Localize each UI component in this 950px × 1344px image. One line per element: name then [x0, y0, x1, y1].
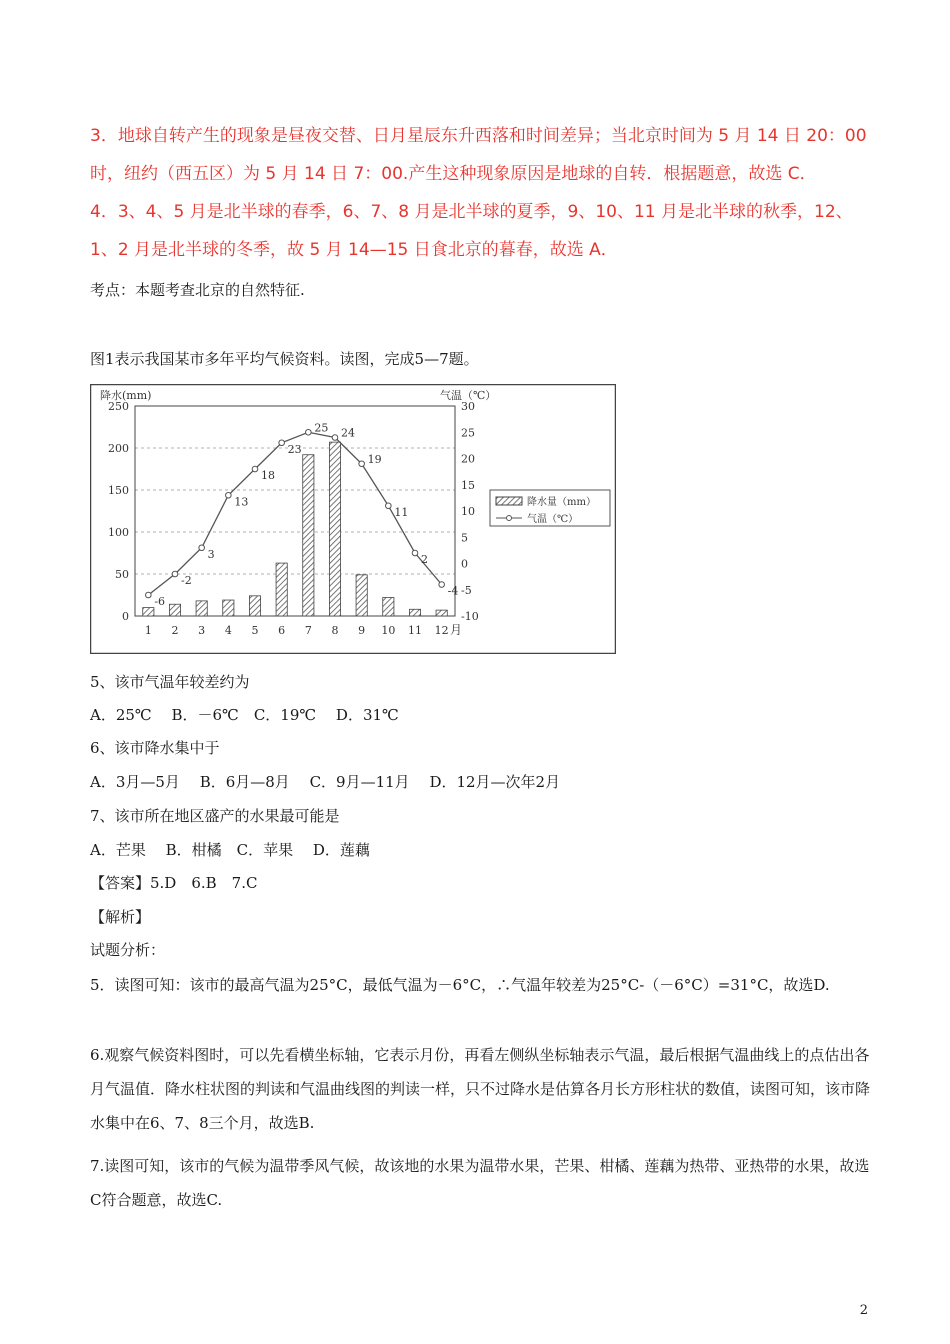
left-tick-label: 150: [108, 484, 129, 497]
explanation-5: 5．读图可知：该市的最高气温为25°C，最低气温为－6°C，∴气温年较差为25°C-（－6°C）=31°C，故选D.: [90, 976, 830, 994]
temp-data-label: 11: [394, 505, 409, 519]
precip-bar-9: [356, 575, 367, 616]
precip-bar-2: [169, 604, 180, 616]
right-tick-label: 20: [461, 452, 475, 466]
x-tick-label: 4: [224, 624, 232, 637]
left-tick-label: 0: [122, 610, 129, 623]
question-5: 5、该市气温年较差约为: [90, 673, 250, 691]
climate-chart-svg: [90, 384, 616, 654]
x-tick-label: 9: [358, 624, 366, 637]
x-tick-label: 7: [304, 624, 312, 637]
right-tick-label: 10: [461, 505, 475, 518]
right-tick-label: 5: [461, 531, 468, 545]
right-tick-label: 30: [461, 400, 475, 413]
x-tick-label: 3: [198, 624, 206, 637]
x-tick-label: 2: [171, 624, 179, 637]
explanation-6: 6.观察气候资料图时，可以先看横坐标轴，它表示月份，再看左侧纵坐标轴表示气温，最后根据气温曲线上的点估出各月气温值．降水柱状图的判读和气温曲线图的判读一样，只不过降水是估算各月长方形柱状的数值，读图可知，该市降水集中在6、7、8三个月，故选B.: [90, 1046, 871, 1132]
question-6: 6、该市降水集中于: [90, 739, 220, 757]
x-tick-label: 8: [331, 624, 339, 637]
legend-bar-swatch: [496, 497, 522, 505]
x-tick-label: 1: [144, 624, 152, 637]
temp-point-6: [279, 440, 285, 446]
temp-point-2: [172, 571, 178, 577]
precip-bar-6: [276, 563, 287, 616]
explanation-7: 7.读图可知，该市的气候为温带季风气候，故该地的水果为温带水果，芒果、柑橘、莲藕为热带、亚热带的水果，故选C符合题意，故选C.: [90, 1157, 870, 1209]
legend-temp-label: 气温（℃）: [527, 514, 579, 525]
temp-data-label: 18: [261, 469, 275, 482]
jiexi-label: 【解析】: [90, 908, 151, 926]
x-tick-label: 5: [251, 624, 259, 637]
x-axis-unit-label: 月: [450, 623, 463, 637]
temp-point-3: [199, 545, 205, 551]
temp-data-label: 13: [234, 495, 249, 509]
precip-bar-5: [249, 596, 260, 616]
temp-data-label: 3: [207, 547, 215, 561]
right-tick-label: -10: [461, 610, 479, 623]
temp-point-9: [359, 461, 365, 467]
analysis-label: 试题分析：: [90, 941, 166, 959]
answer-explanation-q3: 3．地球自转产生的现象是昼夜交替、日月星辰东升西落和时间差异；当北京时间为 5 月 14 日 20：00 时，纽约（西五区）为 5 月 14 日 7：00.产生这种现象原因是地球的自转．根据题意，故选 C．: [90, 126, 867, 184]
right-axis-label: 气温（℃）: [440, 389, 497, 402]
temp-data-label: 2: [421, 553, 428, 566]
temp-point-11: [412, 550, 418, 556]
page-number: 2: [859, 1303, 868, 1318]
legend-line-marker: [507, 516, 512, 521]
left-tick-label: 50: [115, 568, 129, 581]
question-5-options: A．25℃ B．－6℃ C．19℃ D．31℃: [90, 706, 399, 724]
precip-bar-10: [383, 598, 394, 616]
x-tick-label: 10: [381, 624, 396, 637]
precip-bar-1: [143, 608, 154, 616]
precip-bar-12: [436, 610, 447, 616]
legend-precip-label: 降水量（mm）: [527, 497, 596, 508]
left-tick-label: 200: [108, 442, 129, 455]
chart-legend: [490, 490, 610, 526]
right-tick-label: 25: [461, 426, 475, 440]
temp-data-label: 25: [314, 421, 329, 435]
left-tick-label: 250: [108, 400, 129, 413]
precip-bar-8: [329, 442, 340, 616]
temp-point-7: [306, 429, 312, 435]
temp-data-label: -2: [181, 574, 192, 587]
precip-bar-11: [409, 609, 420, 616]
temp-data-label: -6: [154, 595, 166, 608]
x-tick-label: 12: [434, 624, 449, 637]
temp-data-label: -4: [447, 584, 459, 598]
temp-data-label: 24: [341, 426, 355, 440]
kaodian-note: 考点：本题考查北京的自然特征.: [90, 281, 305, 299]
left-tick-label: 100: [108, 526, 129, 539]
temp-data-label: 19: [367, 452, 382, 466]
temp-point-5: [252, 466, 258, 472]
question-7-options: A．芒果 B．柑橘 C．苹果 D．莲藕: [90, 841, 370, 859]
answer-line: 【答案】5.D 6.B 7.C: [90, 874, 258, 892]
x-tick-label: 11: [408, 624, 422, 637]
precip-bar-7: [303, 455, 314, 616]
temp-point-12: [439, 582, 445, 588]
temp-point-10: [386, 503, 392, 509]
precip-bar-3: [196, 601, 207, 616]
question-7: 7、该市所在地区盛产的水果最可能是: [90, 807, 340, 825]
right-tick-label: -5: [461, 583, 472, 597]
answer-explanation-q4: 4．3、4、5 月是北半球的春季，6、7、8 月是北半球的夏季，9、10、11 月是北半球的秋季，12、1、2 月是北半球的冬季，故 5 月 14—15 日食北京的暮春，故选 A．: [90, 202, 853, 260]
question-6-options: A．3月—5月 B．6月—8月 C．9月—11月 D．12月—次年2月: [90, 773, 561, 791]
temp-point-1: [146, 592, 152, 598]
right-tick-label: 0: [461, 557, 468, 571]
x-tick-label: 6: [278, 624, 286, 637]
temp-data-label: 23: [287, 442, 302, 456]
precip-bar-4: [223, 600, 234, 616]
temp-point-8: [332, 435, 338, 441]
temp-point-4: [226, 492, 232, 498]
right-tick-label: 15: [461, 478, 475, 492]
left-axis-label: 降水(mm): [100, 389, 152, 402]
climate-chart: [90, 384, 616, 654]
question-intro: 图1表示我国某市多年平均气候资料。读图，完成5—7题。: [90, 350, 479, 368]
